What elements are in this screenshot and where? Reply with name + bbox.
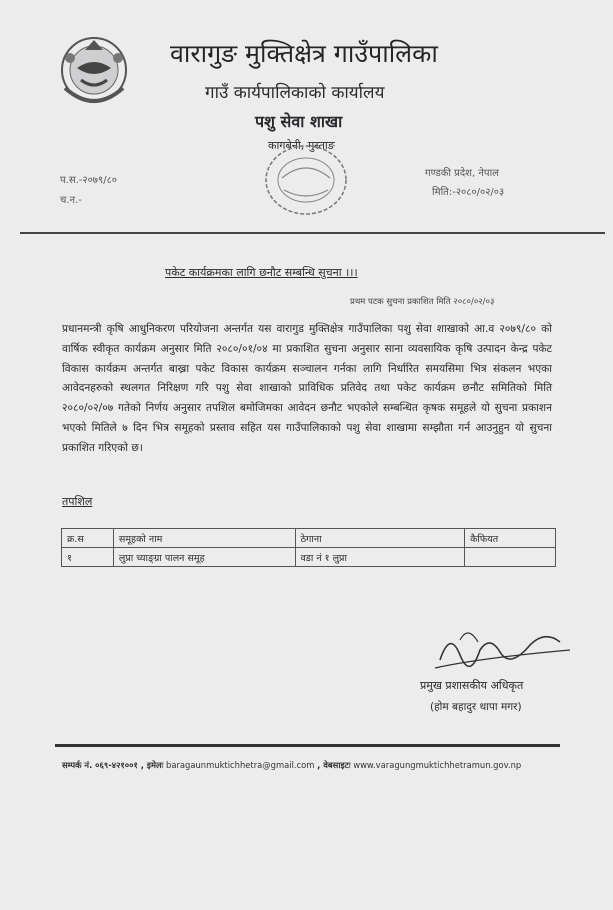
signatory-title: प्रमुख प्रशासकीय अधिकृत — [420, 679, 524, 692]
table-cell: लुप्रा च्याङ्ग्रा पालन समूह — [113, 548, 295, 567]
table-header-row — [62, 529, 556, 548]
section-name: पशु सेवा शाखा — [255, 112, 343, 131]
header-divider — [20, 232, 605, 234]
province: गण्डकी प्रदेश, नेपाल — [425, 168, 499, 179]
column-header: समूहको नाम — [113, 529, 295, 548]
selected-groups-table — [61, 528, 556, 567]
table-row — [62, 548, 556, 567]
table-cell — [465, 548, 556, 567]
first-published-date: प्रथम पटक सुचना प्रकाशित मिति २०८०/०२/०३ — [350, 297, 495, 307]
notice-subject: पकेट कार्यक्रमका लागि छनौट सम्बन्धि सुचना ।।। — [165, 266, 358, 279]
table-cell: वडा नं १ लुप्रा — [295, 548, 465, 567]
municipality-name: वारागुङ मुक्तिक्षेत्र गाउँपालिका — [170, 39, 438, 68]
website-text: www.varagungmuktichhetramun.gov.np — [353, 760, 522, 770]
office-stamp — [260, 138, 352, 218]
office-name: गाउँ कार्यपालिकाको कार्यालय — [205, 83, 385, 103]
details-heading: तपशिल — [62, 495, 93, 508]
email-text: baragaunmuktichhetra@gmail.com — [166, 760, 315, 770]
website-label: , वेबसाइटः — [317, 760, 351, 770]
signatory-name: (होम बहादुर थापा मगर) — [430, 701, 522, 713]
handwritten-signature — [420, 620, 580, 680]
contact-label: सम्पर्क नं. ०६९-४२१००१ , इमेलः — [62, 760, 164, 770]
column-header: क्र.स — [62, 529, 114, 548]
column-header: ठेगाना — [295, 529, 465, 548]
notice-body: प्रधानमन्त्री कृषि आधुनिकरण परियोजना अन्तर्गत यस वारागुड मुक्तिक्षेत्र गाउँपालिका पशु सेवा शाखाको आ.व २०७९/८० को वार्षिक स्वीकृत कार्यक्रम अनुसार मिति २०८०/०१/०४ मा प्रकाशित सुचना अनुसार साना व्यवसायिक कृषि उत्पादन केन्द्र पकेट विकास कार्यक्रम अन्तर्गत बाख्रा पकेट विकास कार्यक्रम सञ्चालन गर्नका लागि निर्धारित समयसिमा भित्र संकलन भएका आवेदनहरुको स्थलगत निरिक्षण गरि पशु सेवा शाखाको प्राविधिक प्रतिवेद तथा पकेट कार्यक्रम छनौट समितिको मिति २०८०/०२/०७ गतेको निर्णय अनुसार तपशिल बमोजिमका आवेदन छनौट भएकोले सम्बन्धित कृषक समूहले यो सुचना प्रकाशन भएको मितिले ७ दिन भित्र समूहको प्रस्ताव सहित यस गाउँपालिकाको पशु सेवा शाखामा सम्झौता गर्न आउनुहुन यो सुचना प्रकाशित गरिएको छ। — [62, 323, 552, 454]
dispatch-number: च.न.- — [60, 195, 82, 206]
office-location: कागबेनी, मुस्ताङ — [268, 139, 335, 152]
footer-divider — [55, 744, 560, 747]
notice-date: मिति:-२०८०/०२/०३ — [432, 187, 505, 198]
table-cell: १ — [62, 548, 114, 567]
footer-contact — [62, 760, 521, 771]
nepal-emblem-logo — [55, 28, 133, 110]
reference-number: प.स.-२०७९/८० — [60, 175, 117, 186]
column-header: कैफियत — [465, 529, 556, 548]
